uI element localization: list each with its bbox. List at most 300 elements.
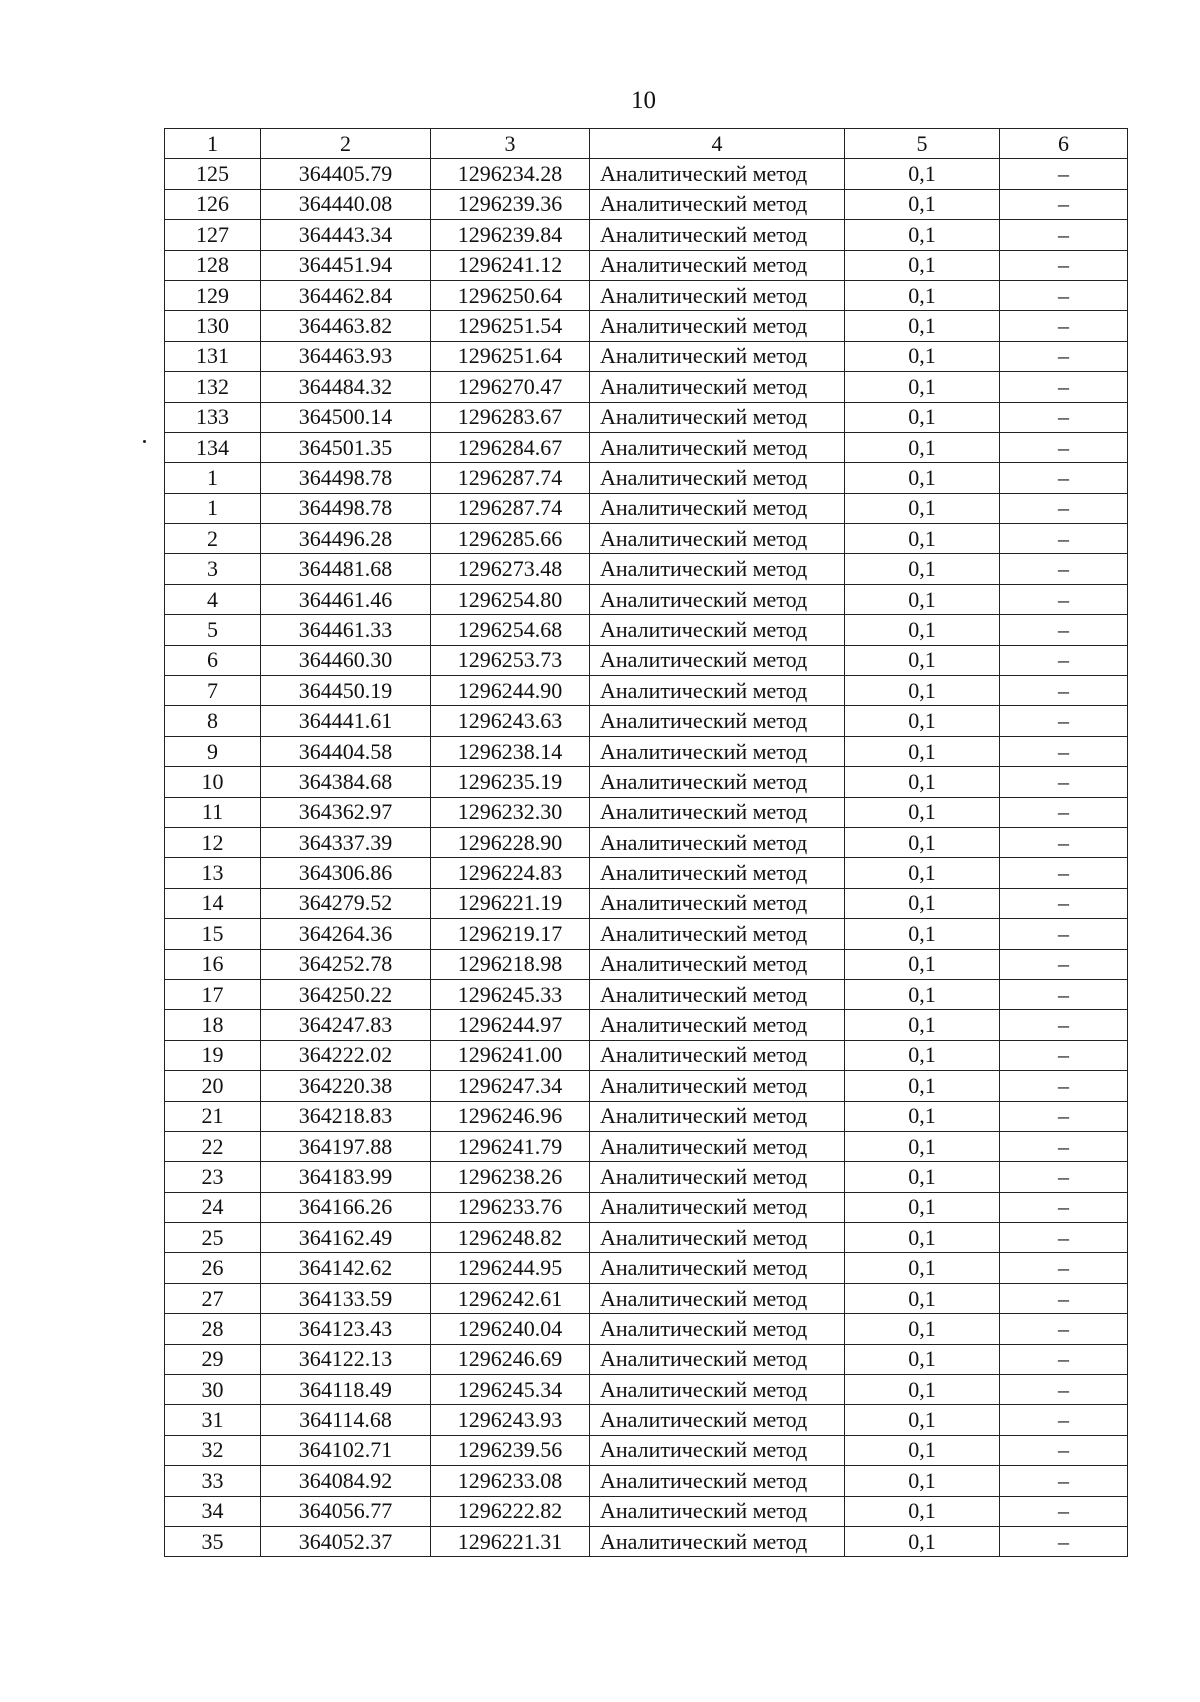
accuracy-cell: 0,1 — [845, 1344, 1000, 1374]
y-coordinate-cell: 1296218.98 — [431, 949, 590, 979]
method-cell: Аналитический метод — [590, 1162, 845, 1192]
y-coordinate-cell: 1296221.31 — [431, 1526, 590, 1556]
y-coordinate-cell: 1296246.69 — [431, 1344, 590, 1374]
x-coordinate-cell: 364404.58 — [261, 736, 431, 766]
x-coordinate-cell: 364306.86 — [261, 858, 431, 888]
description-cell: – — [1000, 250, 1128, 280]
point-number-cell: 34 — [165, 1496, 261, 1526]
accuracy-cell: 0,1 — [845, 1162, 1000, 1192]
description-cell: – — [1000, 584, 1128, 614]
accuracy-cell: 0,1 — [845, 189, 1000, 219]
description-cell: – — [1000, 341, 1128, 371]
point-number-cell: 31 — [165, 1405, 261, 1435]
x-coordinate-cell: 364496.28 — [261, 524, 431, 554]
method-cell: Аналитический метод — [590, 1223, 845, 1253]
method-cell: Аналитический метод — [590, 979, 845, 1009]
table-row — [165, 1253, 1128, 1283]
y-coordinate-cell: 1296250.64 — [431, 280, 590, 310]
point-number-cell: 14 — [165, 888, 261, 918]
table-row — [165, 250, 1128, 280]
description-cell: – — [1000, 919, 1128, 949]
description-cell: – — [1000, 1526, 1128, 1556]
accuracy-cell: 0,1 — [845, 1435, 1000, 1465]
point-number-cell: 6 — [165, 645, 261, 675]
y-coordinate-cell: 1296243.63 — [431, 706, 590, 736]
accuracy-cell: 0,1 — [845, 797, 1000, 827]
table-row — [165, 159, 1128, 189]
table-row — [165, 919, 1128, 949]
point-number-cell: 18 — [165, 1010, 261, 1040]
y-coordinate-cell: 1296284.67 — [431, 432, 590, 462]
point-number-cell: 134 — [165, 432, 261, 462]
description-cell: – — [1000, 1253, 1128, 1283]
y-coordinate-cell: 1296273.48 — [431, 554, 590, 584]
description-cell: – — [1000, 189, 1128, 219]
method-cell: Аналитический метод — [590, 949, 845, 979]
x-coordinate-cell: 364460.30 — [261, 645, 431, 675]
point-number-cell: 35 — [165, 1526, 261, 1556]
accuracy-cell: 0,1 — [845, 524, 1000, 554]
y-coordinate-cell: 1296245.33 — [431, 979, 590, 1009]
method-cell: Аналитический метод — [590, 189, 845, 219]
method-cell: Аналитический метод — [590, 736, 845, 766]
description-cell: – — [1000, 432, 1128, 462]
table-row — [165, 767, 1128, 797]
x-coordinate-cell: 364462.84 — [261, 280, 431, 310]
accuracy-cell: 0,1 — [845, 220, 1000, 250]
x-coordinate-cell: 364220.38 — [261, 1071, 431, 1101]
description-cell: – — [1000, 1162, 1128, 1192]
accuracy-cell: 0,1 — [845, 1314, 1000, 1344]
table-row — [165, 1223, 1128, 1253]
y-coordinate-cell: 1296285.66 — [431, 524, 590, 554]
point-number-cell: 20 — [165, 1071, 261, 1101]
point-number-cell: 15 — [165, 919, 261, 949]
description-cell: – — [1000, 280, 1128, 310]
y-coordinate-cell: 1296287.74 — [431, 493, 590, 523]
table-row — [165, 736, 1128, 766]
point-number-cell: 10 — [165, 767, 261, 797]
x-coordinate-cell: 364166.26 — [261, 1192, 431, 1222]
method-cell: Аналитический метод — [590, 1496, 845, 1526]
description-cell: – — [1000, 1405, 1128, 1435]
x-coordinate-cell: 364183.99 — [261, 1162, 431, 1192]
method-cell: Аналитический метод — [590, 1253, 845, 1283]
description-cell: – — [1000, 1071, 1128, 1101]
y-coordinate-cell: 1296246.96 — [431, 1101, 590, 1131]
table-row — [165, 1435, 1128, 1465]
description-cell: – — [1000, 1040, 1128, 1070]
y-coordinate-cell: 1296270.47 — [431, 372, 590, 402]
x-coordinate-cell: 364405.79 — [261, 159, 431, 189]
y-coordinate-cell: 1296244.95 — [431, 1253, 590, 1283]
description-cell: – — [1000, 1192, 1128, 1222]
description-cell: – — [1000, 706, 1128, 736]
method-cell: Аналитический метод — [590, 554, 845, 584]
accuracy-cell: 0,1 — [845, 250, 1000, 280]
method-cell: Аналитический метод — [590, 615, 845, 645]
accuracy-cell: 0,1 — [845, 493, 1000, 523]
description-cell: – — [1000, 736, 1128, 766]
x-coordinate-cell: 364461.33 — [261, 615, 431, 645]
point-number-cell: 7 — [165, 676, 261, 706]
x-coordinate-cell: 364197.88 — [261, 1131, 431, 1161]
table-row — [165, 858, 1128, 888]
method-cell: Аналитический метод — [590, 1010, 845, 1040]
accuracy-cell: 0,1 — [845, 1496, 1000, 1526]
accuracy-cell: 0,1 — [845, 311, 1000, 341]
description-cell: – — [1000, 463, 1128, 493]
method-cell: Аналитический метод — [590, 767, 845, 797]
point-number-cell: 33 — [165, 1466, 261, 1496]
point-number-cell: 132 — [165, 372, 261, 402]
x-coordinate-cell: 364142.62 — [261, 1253, 431, 1283]
method-cell: Аналитический метод — [590, 493, 845, 523]
accuracy-cell: 0,1 — [845, 1192, 1000, 1222]
point-number-cell: 23 — [165, 1162, 261, 1192]
point-number-cell: 8 — [165, 706, 261, 736]
y-coordinate-cell: 1296242.61 — [431, 1283, 590, 1313]
table-row — [165, 1071, 1128, 1101]
accuracy-cell: 0,1 — [845, 1040, 1000, 1070]
table-row — [165, 949, 1128, 979]
description-cell: – — [1000, 1101, 1128, 1131]
description-cell: – — [1000, 524, 1128, 554]
x-coordinate-cell: 364247.83 — [261, 1010, 431, 1040]
accuracy-cell: 0,1 — [845, 1131, 1000, 1161]
table-row — [165, 524, 1128, 554]
description-cell: – — [1000, 645, 1128, 675]
method-cell: Аналитический метод — [590, 341, 845, 371]
y-coordinate-cell: 1296244.90 — [431, 676, 590, 706]
x-coordinate-cell: 364441.61 — [261, 706, 431, 736]
accuracy-cell: 0,1 — [845, 827, 1000, 857]
point-number-cell: 21 — [165, 1101, 261, 1131]
y-coordinate-cell: 1296251.64 — [431, 341, 590, 371]
point-number-cell: 4 — [165, 584, 261, 614]
method-cell: Аналитический метод — [590, 250, 845, 280]
description-cell: – — [1000, 979, 1128, 1009]
description-cell: – — [1000, 1131, 1128, 1161]
point-number-cell: 1 — [165, 463, 261, 493]
y-coordinate-cell: 1296238.14 — [431, 736, 590, 766]
description-cell: – — [1000, 554, 1128, 584]
point-number-cell: 24 — [165, 1192, 261, 1222]
y-coordinate-cell: 1296244.97 — [431, 1010, 590, 1040]
method-cell: Аналитический метод — [590, 1344, 845, 1374]
x-coordinate-cell: 364443.34 — [261, 220, 431, 250]
description-cell: – — [1000, 1283, 1128, 1313]
x-coordinate-cell: 364084.92 — [261, 1466, 431, 1496]
method-cell: Аналитический метод — [590, 1101, 845, 1131]
description-cell: – — [1000, 1435, 1128, 1465]
point-number-cell: 26 — [165, 1253, 261, 1283]
table-row — [165, 645, 1128, 675]
y-coordinate-cell: 1296222.82 — [431, 1496, 590, 1526]
description-cell: – — [1000, 493, 1128, 523]
method-cell: Аналитический метод — [590, 676, 845, 706]
point-number-cell: 125 — [165, 159, 261, 189]
table-row — [165, 1344, 1128, 1374]
y-coordinate-cell: 1296241.12 — [431, 250, 590, 280]
y-coordinate-cell: 1296238.26 — [431, 1162, 590, 1192]
description-cell: – — [1000, 949, 1128, 979]
point-number-cell: 12 — [165, 827, 261, 857]
point-number-cell: 19 — [165, 1040, 261, 1070]
point-number-cell: 129 — [165, 280, 261, 310]
x-coordinate-cell: 364500.14 — [261, 402, 431, 432]
point-number-cell: 11 — [165, 797, 261, 827]
description-cell: – — [1000, 372, 1128, 402]
table-row — [165, 1040, 1128, 1070]
method-cell: Аналитический метод — [590, 645, 845, 675]
table-row — [165, 1496, 1128, 1526]
x-coordinate-cell: 364133.59 — [261, 1283, 431, 1313]
method-cell: Аналитический метод — [590, 1071, 845, 1101]
point-number-cell: 32 — [165, 1435, 261, 1465]
accuracy-cell: 0,1 — [845, 888, 1000, 918]
point-number-cell: 1 — [165, 493, 261, 523]
x-coordinate-cell: 364362.97 — [261, 797, 431, 827]
accuracy-cell: 0,1 — [845, 1283, 1000, 1313]
x-coordinate-cell: 364250.22 — [261, 979, 431, 1009]
x-coordinate-cell: 364337.39 — [261, 827, 431, 857]
method-cell: Аналитический метод — [590, 1192, 845, 1222]
table-body — [165, 159, 1128, 1557]
accuracy-cell: 0,1 — [845, 1375, 1000, 1405]
table-row — [165, 827, 1128, 857]
description-cell: – — [1000, 1314, 1128, 1344]
accuracy-cell: 0,1 — [845, 463, 1000, 493]
y-coordinate-cell: 1296251.54 — [431, 311, 590, 341]
table-header-row — [165, 129, 1128, 159]
method-cell: Аналитический метод — [590, 280, 845, 310]
x-coordinate-cell: 364451.94 — [261, 250, 431, 280]
point-number-cell: 127 — [165, 220, 261, 250]
x-coordinate-cell: 364501.35 — [261, 432, 431, 462]
table-row — [165, 311, 1128, 341]
y-coordinate-cell: 1296228.90 — [431, 827, 590, 857]
coordinates-table — [164, 128, 1128, 1557]
accuracy-cell: 0,1 — [845, 1223, 1000, 1253]
y-coordinate-cell: 1296233.08 — [431, 1466, 590, 1496]
column-header-4: 4 — [590, 129, 845, 159]
point-number-cell: 5 — [165, 615, 261, 645]
description-cell: – — [1000, 676, 1128, 706]
accuracy-cell: 0,1 — [845, 432, 1000, 462]
table-row — [165, 615, 1128, 645]
y-coordinate-cell: 1296235.19 — [431, 767, 590, 797]
method-cell: Аналитический метод — [590, 706, 845, 736]
description-cell: – — [1000, 615, 1128, 645]
column-header-6: 6 — [1000, 129, 1128, 159]
table-row — [165, 280, 1128, 310]
accuracy-cell: 0,1 — [845, 1010, 1000, 1040]
method-cell: Аналитический метод — [590, 1314, 845, 1344]
x-coordinate-cell: 364264.36 — [261, 919, 431, 949]
x-coordinate-cell: 364463.93 — [261, 341, 431, 371]
accuracy-cell: 0,1 — [845, 1466, 1000, 1496]
accuracy-cell: 0,1 — [845, 1405, 1000, 1435]
x-coordinate-cell: 364450.19 — [261, 676, 431, 706]
table-row — [165, 979, 1128, 1009]
y-coordinate-cell: 1296234.28 — [431, 159, 590, 189]
table-row — [165, 1162, 1128, 1192]
x-coordinate-cell: 364056.77 — [261, 1496, 431, 1526]
method-cell: Аналитический метод — [590, 1526, 845, 1556]
method-cell: Аналитический метод — [590, 1375, 845, 1405]
table-row — [165, 372, 1128, 402]
table-row — [165, 220, 1128, 250]
point-number-cell: 29 — [165, 1344, 261, 1374]
method-cell: Аналитический метод — [590, 827, 845, 857]
y-coordinate-cell: 1296219.17 — [431, 919, 590, 949]
point-number-cell: 22 — [165, 1131, 261, 1161]
y-coordinate-cell: 1296241.79 — [431, 1131, 590, 1161]
accuracy-cell: 0,1 — [845, 706, 1000, 736]
method-cell: Аналитический метод — [590, 372, 845, 402]
table-row — [165, 676, 1128, 706]
y-coordinate-cell: 1296253.73 — [431, 645, 590, 675]
accuracy-cell: 0,1 — [845, 858, 1000, 888]
y-coordinate-cell: 1296245.34 — [431, 1375, 590, 1405]
accuracy-cell: 0,1 — [845, 919, 1000, 949]
description-cell: – — [1000, 797, 1128, 827]
y-coordinate-cell: 1296247.34 — [431, 1071, 590, 1101]
method-cell: Аналитический метод — [590, 311, 845, 341]
scan-speck — [143, 440, 146, 443]
x-coordinate-cell: 364279.52 — [261, 888, 431, 918]
table-row — [165, 888, 1128, 918]
y-coordinate-cell: 1296243.93 — [431, 1405, 590, 1435]
y-coordinate-cell: 1296233.76 — [431, 1192, 590, 1222]
x-coordinate-cell: 364440.08 — [261, 189, 431, 219]
description-cell: – — [1000, 159, 1128, 189]
column-header-5: 5 — [845, 129, 1000, 159]
point-number-cell: 16 — [165, 949, 261, 979]
table-row — [165, 797, 1128, 827]
point-number-cell: 9 — [165, 736, 261, 766]
y-coordinate-cell: 1296283.67 — [431, 402, 590, 432]
description-cell: – — [1000, 858, 1128, 888]
accuracy-cell: 0,1 — [845, 949, 1000, 979]
column-header-3: 3 — [431, 129, 590, 159]
method-cell: Аналитический метод — [590, 858, 845, 888]
method-cell: Аналитический метод — [590, 159, 845, 189]
description-cell: – — [1000, 827, 1128, 857]
point-number-cell: 2 — [165, 524, 261, 554]
table-row — [165, 493, 1128, 523]
x-coordinate-cell: 364102.71 — [261, 1435, 431, 1465]
accuracy-cell: 0,1 — [845, 1253, 1000, 1283]
x-coordinate-cell: 364118.49 — [261, 1375, 431, 1405]
accuracy-cell: 0,1 — [845, 1526, 1000, 1556]
x-coordinate-cell: 364384.68 — [261, 767, 431, 797]
x-coordinate-cell: 364162.49 — [261, 1223, 431, 1253]
point-number-cell: 130 — [165, 311, 261, 341]
x-coordinate-cell: 364114.68 — [261, 1405, 431, 1435]
method-cell: Аналитический метод — [590, 919, 845, 949]
description-cell: – — [1000, 1223, 1128, 1253]
table-row — [165, 1192, 1128, 1222]
x-coordinate-cell: 364122.13 — [261, 1344, 431, 1374]
x-coordinate-cell: 364484.32 — [261, 372, 431, 402]
y-coordinate-cell: 1296241.00 — [431, 1040, 590, 1070]
accuracy-cell: 0,1 — [845, 767, 1000, 797]
method-cell: Аналитический метод — [590, 888, 845, 918]
accuracy-cell: 0,1 — [845, 402, 1000, 432]
x-coordinate-cell: 364123.43 — [261, 1314, 431, 1344]
point-number-cell: 30 — [165, 1375, 261, 1405]
column-header-1: 1 — [165, 129, 261, 159]
method-cell: Аналитический метод — [590, 524, 845, 554]
x-coordinate-cell: 364481.68 — [261, 554, 431, 584]
accuracy-cell: 0,1 — [845, 676, 1000, 706]
table-row — [165, 554, 1128, 584]
accuracy-cell: 0,1 — [845, 1071, 1000, 1101]
description-cell: – — [1000, 311, 1128, 341]
x-coordinate-cell: 364222.02 — [261, 1040, 431, 1070]
y-coordinate-cell: 1296287.74 — [431, 463, 590, 493]
y-coordinate-cell: 1296240.04 — [431, 1314, 590, 1344]
accuracy-cell: 0,1 — [845, 554, 1000, 584]
method-cell: Аналитический метод — [590, 1131, 845, 1161]
y-coordinate-cell: 1296254.68 — [431, 615, 590, 645]
table-row — [165, 706, 1128, 736]
table-row — [165, 402, 1128, 432]
table-row — [165, 1466, 1128, 1496]
method-cell: Аналитический метод — [590, 797, 845, 827]
page-number: 10 — [631, 87, 656, 114]
x-coordinate-cell: 364461.46 — [261, 584, 431, 614]
y-coordinate-cell: 1296232.30 — [431, 797, 590, 827]
point-number-cell: 128 — [165, 250, 261, 280]
y-coordinate-cell: 1296224.83 — [431, 858, 590, 888]
table-row — [165, 1314, 1128, 1344]
point-number-cell: 3 — [165, 554, 261, 584]
method-cell: Аналитический метод — [590, 1435, 845, 1465]
point-number-cell: 126 — [165, 189, 261, 219]
method-cell: Аналитический метод — [590, 584, 845, 614]
table-row — [165, 1375, 1128, 1405]
y-coordinate-cell: 1296239.36 — [431, 189, 590, 219]
y-coordinate-cell: 1296239.56 — [431, 1435, 590, 1465]
description-cell: – — [1000, 767, 1128, 797]
table-row — [165, 463, 1128, 493]
x-coordinate-cell: 364463.82 — [261, 311, 431, 341]
y-coordinate-cell: 1296239.84 — [431, 220, 590, 250]
table-row — [165, 1101, 1128, 1131]
column-header-2: 2 — [261, 129, 431, 159]
accuracy-cell: 0,1 — [845, 615, 1000, 645]
table-row — [165, 1526, 1128, 1556]
x-coordinate-cell: 364252.78 — [261, 949, 431, 979]
description-cell: – — [1000, 1375, 1128, 1405]
point-number-cell: 131 — [165, 341, 261, 371]
table-row — [165, 432, 1128, 462]
accuracy-cell: 0,1 — [845, 159, 1000, 189]
accuracy-cell: 0,1 — [845, 280, 1000, 310]
point-number-cell: 27 — [165, 1283, 261, 1313]
x-coordinate-cell: 364218.83 — [261, 1101, 431, 1131]
accuracy-cell: 0,1 — [845, 979, 1000, 1009]
point-number-cell: 28 — [165, 1314, 261, 1344]
table-row — [165, 1131, 1128, 1161]
point-number-cell: 25 — [165, 1223, 261, 1253]
y-coordinate-cell: 1296254.80 — [431, 584, 590, 614]
method-cell: Аналитический метод — [590, 1466, 845, 1496]
description-cell: – — [1000, 1466, 1128, 1496]
